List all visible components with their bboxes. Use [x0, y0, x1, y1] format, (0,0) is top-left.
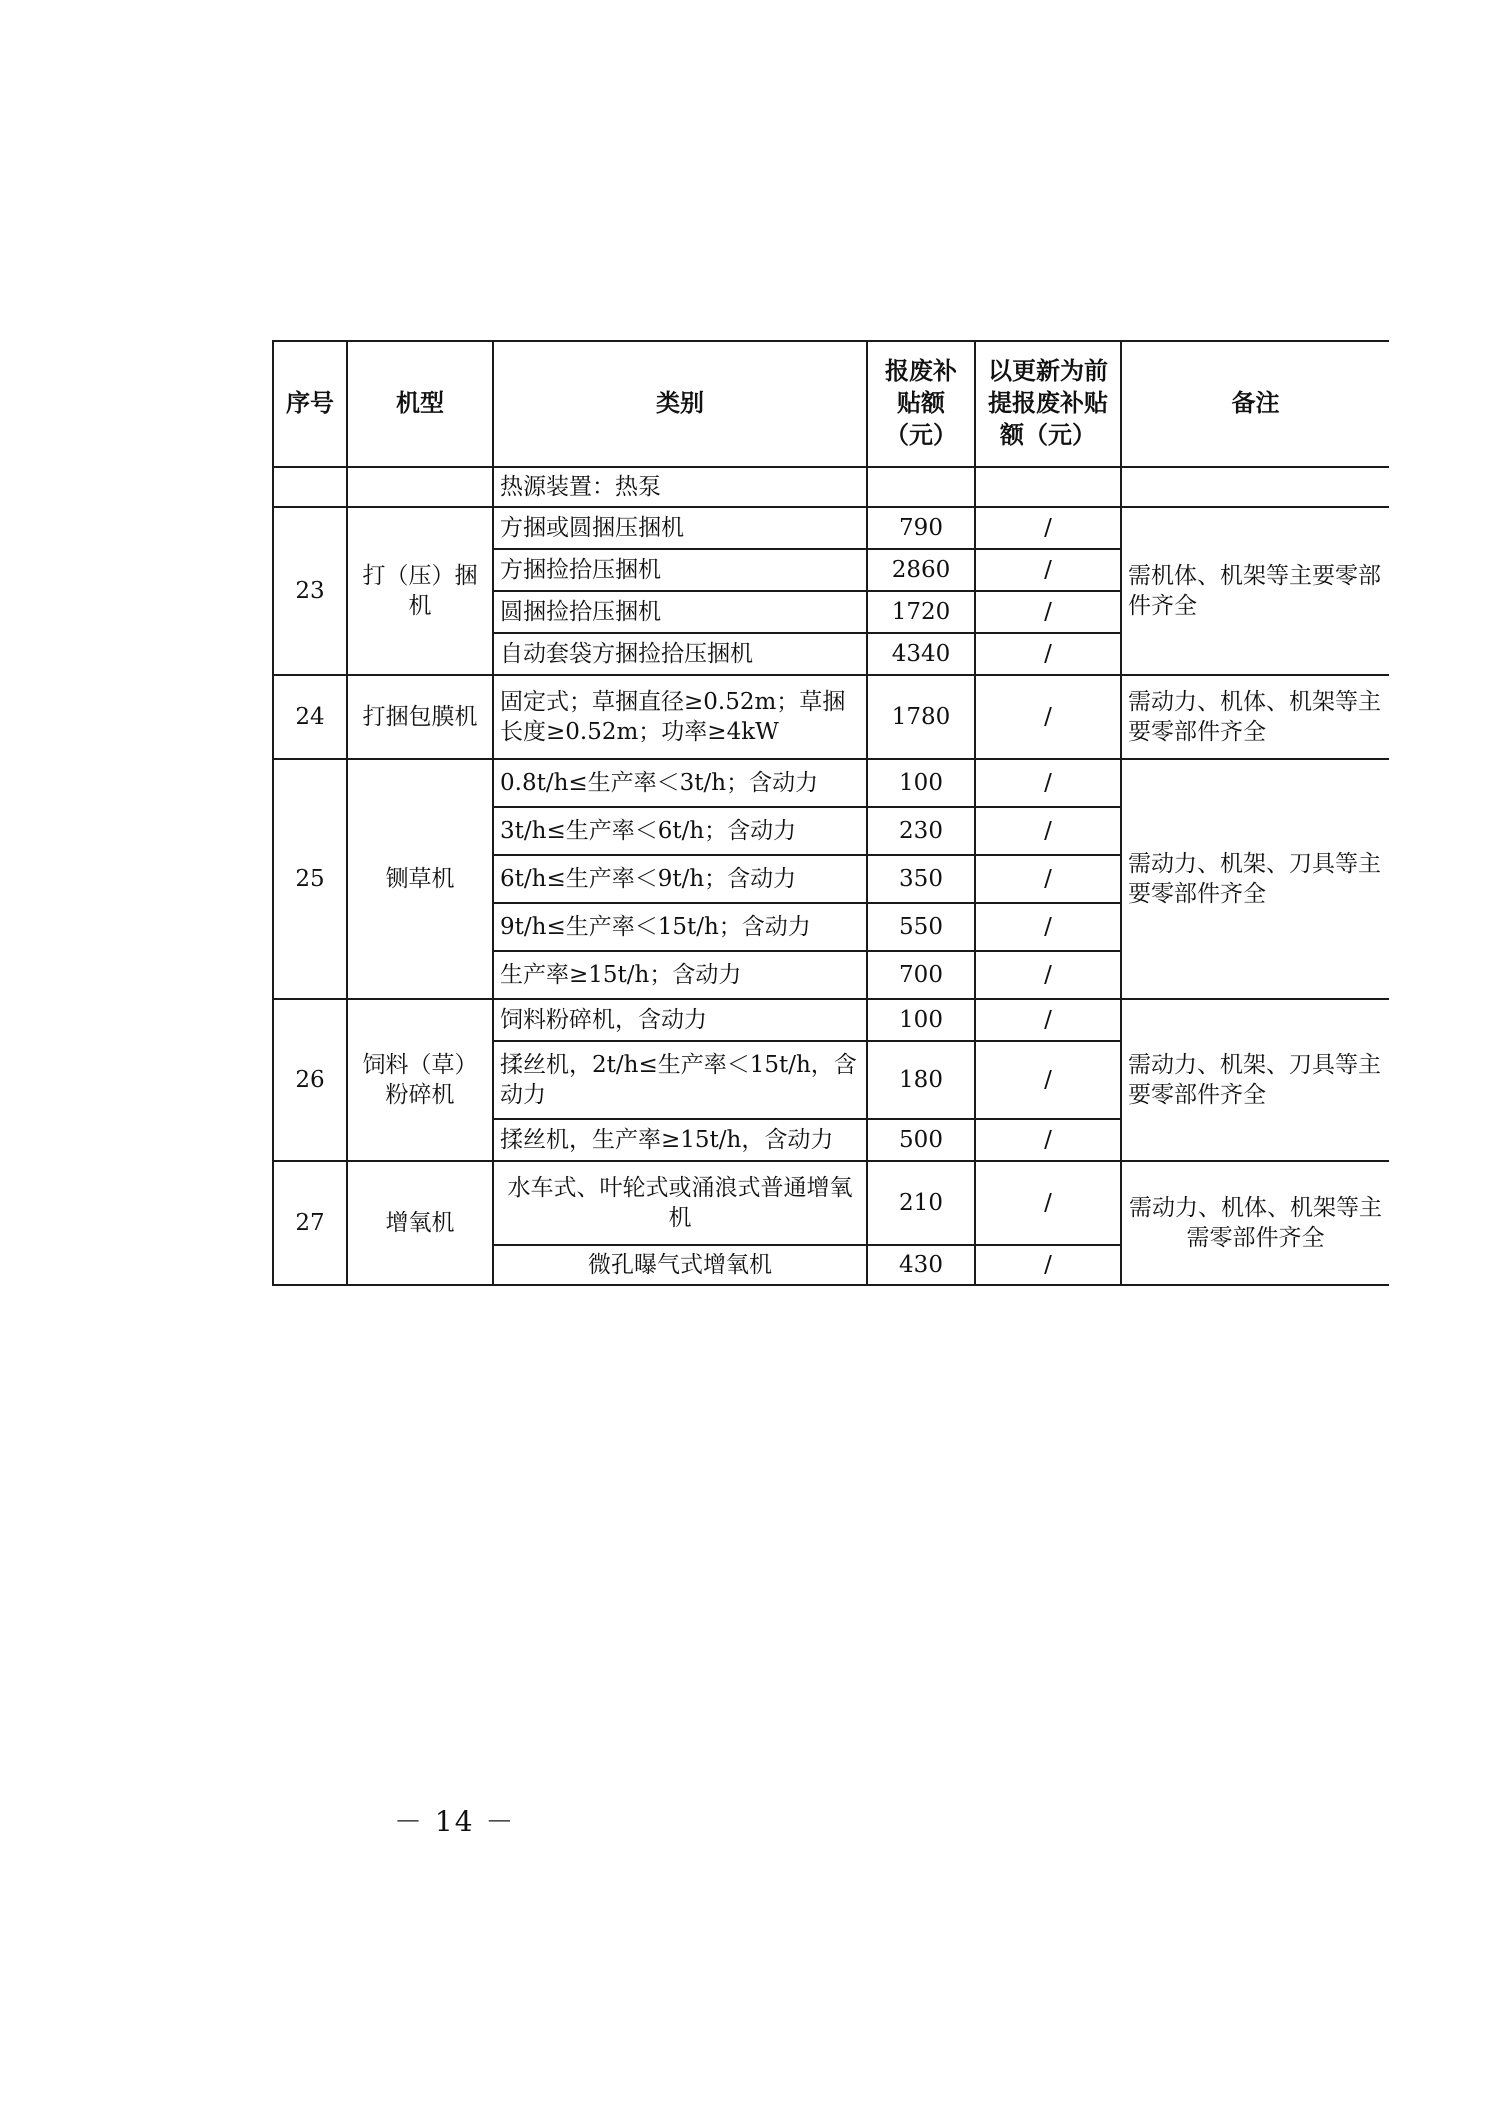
category-cell: 3t/h≤生产率＜6t/h；含动力 [493, 807, 867, 855]
premise-cell: / [975, 549, 1121, 591]
premise-cell: / [975, 759, 1121, 807]
header-subsidy: 报废补贴额（元） [867, 341, 975, 467]
subsidy-cell: 100 [867, 759, 975, 807]
category-cell: 方捆捡拾压捆机 [493, 549, 867, 591]
model-cell: 打（压）捆机 [347, 507, 493, 675]
category-cell: 0.8t/h≤生产率＜3t/h；含动力 [493, 759, 867, 807]
header-remark: 备注 [1121, 341, 1389, 467]
category-cell: 生产率≥15t/h；含动力 [493, 951, 867, 999]
seq-cell [273, 467, 347, 507]
category-cell: 饲料粉碎机，含动力 [493, 999, 867, 1041]
subsidy-cell: 4340 [867, 633, 975, 675]
premise-cell: / [975, 591, 1121, 633]
subsidy-cell: 350 [867, 855, 975, 903]
subsidy-cell: 790 [867, 507, 975, 549]
seq-cell: 24 [273, 675, 347, 759]
model-cell [347, 467, 493, 507]
premise-cell: / [975, 633, 1121, 675]
seq-cell: 23 [273, 507, 347, 675]
header-row [273, 341, 1389, 467]
model-cell: 铡草机 [347, 759, 493, 999]
premise-cell: / [975, 1245, 1121, 1285]
remark-cell [1121, 467, 1389, 507]
table-row [273, 675, 1389, 759]
header-seq: 序号 [273, 341, 347, 467]
premise-cell: / [975, 1161, 1121, 1245]
remark-cell: 需机体、机架等主要零部件齐全 [1121, 507, 1389, 675]
category-cell: 自动套袋方捆捡拾压捆机 [493, 633, 867, 675]
remark-cell: 需动力、机架、刀具等主要零部件齐全 [1121, 999, 1389, 1161]
subsidy-cell: 230 [867, 807, 975, 855]
subsidy-cell: 700 [867, 951, 975, 999]
category-cell: 热源装置：热泵 [493, 467, 867, 507]
premise-cell: / [975, 507, 1121, 549]
seq-cell: 25 [273, 759, 347, 999]
category-cell: 固定式；草捆直径≥0.52m；草捆长度≥0.52m；功率≥4kW [493, 675, 867, 759]
subsidy-cell: 2860 [867, 549, 975, 591]
category-cell: 圆捆捡拾压捆机 [493, 591, 867, 633]
category-cell: 揉丝机，生产率≥15t/h，含动力 [493, 1119, 867, 1161]
remark-cell: 需动力、机体、机架等主要零部件齐全 [1121, 675, 1389, 759]
remark-cell: 需动力、机体、机架等主需零部件齐全 [1121, 1161, 1389, 1285]
premise-cell [975, 467, 1121, 507]
table-row [273, 759, 1389, 807]
subsidy-cell: 100 [867, 999, 975, 1041]
header-premise-subsidy: 以更新为前提报废补贴额（元） [975, 341, 1121, 467]
subsidy-cell: 1780 [867, 675, 975, 759]
premise-cell: / [975, 855, 1121, 903]
category-cell: 6t/h≤生产率＜9t/h；含动力 [493, 855, 867, 903]
subsidy-cell: 180 [867, 1041, 975, 1119]
premise-cell: / [975, 999, 1121, 1041]
category-cell: 方捆或圆捆压捆机 [493, 507, 867, 549]
premise-cell: / [975, 1041, 1121, 1119]
category-cell: 揉丝机，2t/h≤生产率＜15t/h，含动力 [493, 1041, 867, 1119]
subsidy-cell: 210 [867, 1161, 975, 1245]
header-model: 机型 [347, 341, 493, 467]
category-cell: 微孔曝气式增氧机 [493, 1245, 867, 1285]
premise-cell: / [975, 951, 1121, 999]
seq-cell: 26 [273, 999, 347, 1161]
subsidy-cell: 1720 [867, 591, 975, 633]
model-cell: 增氧机 [347, 1161, 493, 1285]
subsidy-cell: 430 [867, 1245, 975, 1285]
subsidy-cell [867, 467, 975, 507]
table-row [273, 507, 1389, 549]
premise-cell: / [975, 903, 1121, 951]
table-row [273, 1161, 1389, 1245]
subsidy-table [272, 340, 1389, 1286]
premise-cell: / [975, 1119, 1121, 1161]
model-cell: 饲料（草）粉碎机 [347, 999, 493, 1161]
seq-cell: 27 [273, 1161, 347, 1285]
model-cell: 打捆包膜机 [347, 675, 493, 759]
subsidy-cell: 500 [867, 1119, 975, 1161]
category-cell: 水车式、叶轮式或涌浪式普通增氧机 [493, 1161, 867, 1245]
premise-cell: / [975, 807, 1121, 855]
page-number: － 14 － [394, 1805, 516, 1838]
premise-cell: / [975, 675, 1121, 759]
table-row [273, 999, 1389, 1041]
subsidy-cell: 550 [867, 903, 975, 951]
category-cell: 9t/h≤生产率＜15t/h；含动力 [493, 903, 867, 951]
remark-cell: 需动力、机架、刀具等主要零部件齐全 [1121, 759, 1389, 999]
table-row [273, 467, 1389, 507]
header-category: 类别 [493, 341, 867, 467]
